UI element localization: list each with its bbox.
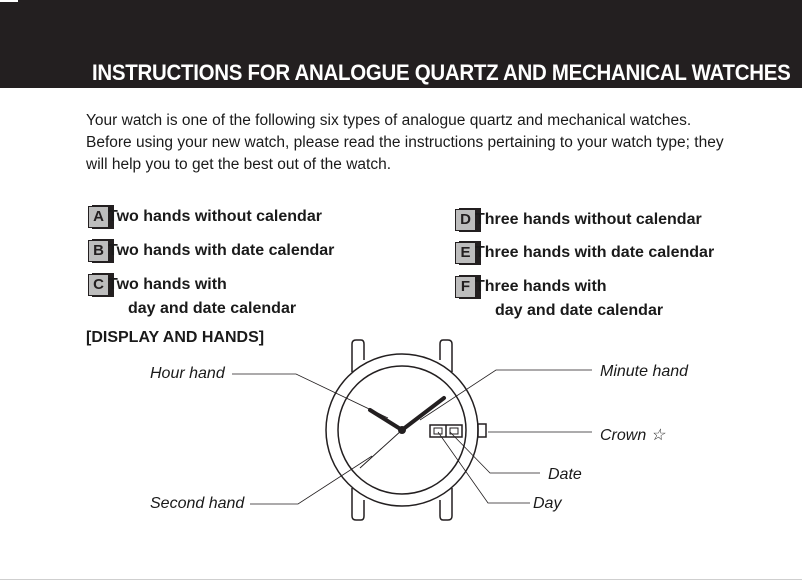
- type-letter: D: [455, 209, 476, 231]
- type-letter: C: [88, 274, 109, 296]
- minute-hand-label: Minute hand: [600, 363, 689, 380]
- date-leader: [450, 432, 540, 473]
- type-label-continued: day and date calendar: [495, 302, 664, 319]
- type-letter: B: [88, 240, 109, 262]
- type-label: Two hands with date calendar: [108, 242, 335, 259]
- day-label: Day: [533, 495, 562, 512]
- section-title: [DISPLAY AND HANDS]: [86, 329, 265, 346]
- date-label: Date: [548, 466, 582, 483]
- minute-hand-leader: [420, 370, 592, 420]
- type-letter: F: [455, 276, 476, 298]
- hour-hand-leader: [232, 374, 388, 418]
- intro-line-3: will help you to get the best out of the watch.: [86, 156, 392, 173]
- type-letter: A: [88, 206, 109, 228]
- type-label-continued: day and date calendar: [128, 300, 297, 317]
- crown-label: Crown ☆: [600, 427, 666, 444]
- hand-pivot: [398, 426, 406, 434]
- crown-icon: [478, 424, 486, 437]
- second-hand-leader: [250, 456, 372, 504]
- second-hand: [360, 430, 402, 468]
- hour-hand-label: Hour hand: [150, 365, 225, 382]
- type-label: Two hands with: [108, 276, 227, 293]
- intro-line-2: Before using your new watch, please read the instructions pertaining to your watch type; they: [86, 134, 724, 151]
- second-hand-label: Second hand: [150, 495, 245, 512]
- page-title: INSTRUCTIONS FOR ANALOGUE QUARTZ AND MECHANICAL WATCHES: [92, 60, 791, 85]
- intro-line-1: Your watch is one of the following six types of analogue quartz and mechanical watches.: [86, 112, 692, 129]
- hour-hand: [370, 410, 402, 430]
- type-letter: E: [455, 242, 476, 264]
- type-label: Three hands with date calendar: [475, 244, 715, 261]
- type-label: Two hands without calendar: [108, 208, 322, 225]
- page-edge-rule: [0, 579, 802, 580]
- type-label: Three hands with: [475, 278, 607, 295]
- type-label: Three hands without calendar: [475, 211, 702, 228]
